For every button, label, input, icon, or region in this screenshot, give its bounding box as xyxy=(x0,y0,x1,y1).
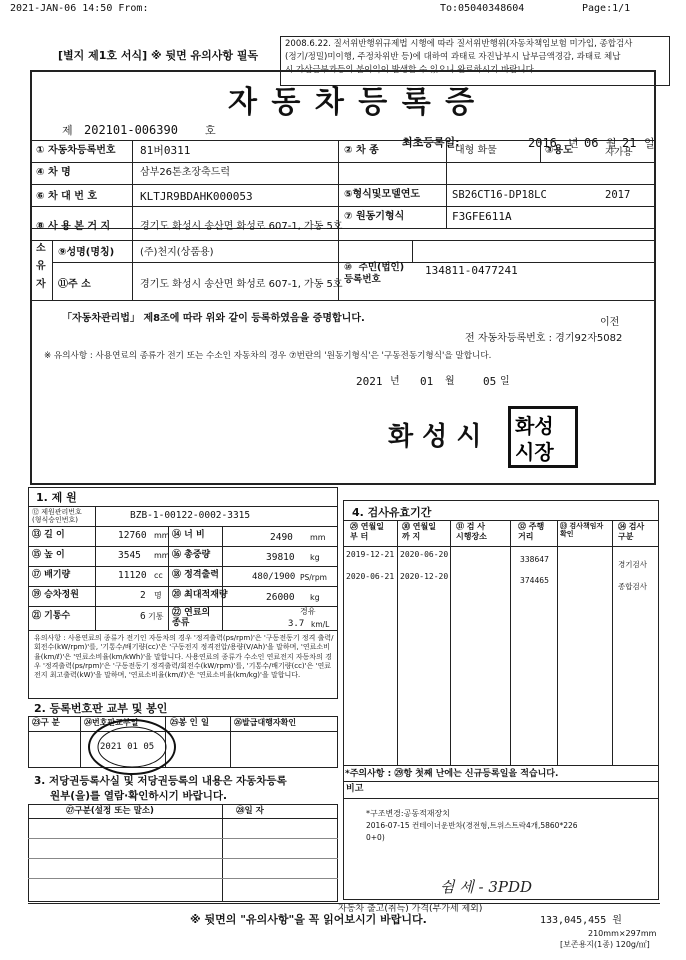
spec-22-efficiency: 3.7 xyxy=(288,619,305,629)
inspection-row-1-kind: 경기검사 xyxy=(618,560,647,569)
field-4-label: ④ 차 명 xyxy=(36,167,71,178)
field-4-value: 삼부26톤초장축드럭 xyxy=(140,167,231,178)
cert-date-month-unit: 월 xyxy=(445,376,455,387)
field-9-label: ⑨성명(명칭) xyxy=(58,247,115,258)
reg-no-label: 제 xyxy=(62,124,73,137)
official-seal xyxy=(508,406,578,468)
inspection-header-3: ㉛ 검 사 시행장소 xyxy=(456,522,487,541)
field-9-value: (주)천지(상품용) xyxy=(140,247,214,258)
spec-14-value: 2490 xyxy=(270,532,293,543)
owner-char-1: 소 xyxy=(36,243,46,254)
top-notice-line-3: 시 가산금부과등의 불이익이 발생할 수 있으니 완료하시기 바랍니다. xyxy=(285,65,537,75)
inspection-header-6: ㉞ 검사 구분 xyxy=(618,522,645,541)
field-8-value: 경기도 화성시 송산면 화성로 607-1, 가동 5호 xyxy=(140,221,343,232)
spec-18-value: 480/1900 xyxy=(252,572,296,582)
spec-12-value: BZB-1-00122-0002-3315 xyxy=(130,510,251,521)
document-title: 자 동 차 등 록 증 xyxy=(228,85,477,120)
field-6-label: ⑥ 차 대 번 호 xyxy=(36,191,98,202)
footer-size: 210mm×297mm xyxy=(588,929,657,938)
spec-22-value: 경유 xyxy=(300,607,316,616)
plate-date: 2021 01 05 xyxy=(100,742,155,752)
field-5-value: SB26CT16-DP18LC xyxy=(452,189,547,201)
plate-heading: 2. 등록번호판 교부 및 봉인 xyxy=(34,702,168,715)
spec-20-unit: kg xyxy=(310,593,320,602)
inspection-remark-2: 2016-07-15 컨테이너운반차(경전형,트위스트락4개,5860*226 xyxy=(366,821,578,830)
plate-col-1: ㉓구 분 xyxy=(32,718,60,728)
field-1-label: ① 자동차등록번호 xyxy=(36,145,116,156)
spec-21-unit: 기통 xyxy=(148,612,164,621)
first-reg-day: 21 xyxy=(622,136,637,150)
spec-notice: 유의사항 : 사용연료의 종류가 전기인 자동차의 경우 '정격출력(ps/rpm)'은 '구동전동기 정격 출력/회전수(kW/rpm)'를, '기통수/배기량(cc)'은 '구동전지 정격전압/용량(V/Ah)'을 말하며, '연료소비율(km/ℓ)'은 '연료소비율(km/kWh)'을 말합니다. 사용연료의 종류가 수소인 연료전지 자동차의 경우 '정격출력(ps/rpm)'은 '구동전동기 정격출력/회전수(kW/rpm)'를, '기통수/배기량(cc)'은 '연료전지 최고출력(kW)'을 말하며, '연료소비율(km/ℓ)'은 '연료소비율(km/kg)'을 말합니다. xyxy=(34,634,334,680)
cert-statement: 「자동차관리법」 제8조에 따라 위와 같이 등록하였음을 증명합니다. xyxy=(62,313,365,324)
field-5-year: 2017 xyxy=(605,189,631,201)
first-reg-year: 2016 xyxy=(528,136,557,150)
mortgage-col-1: ㉗구분(설정 또는 말소) xyxy=(66,806,154,816)
footer-handwriting: 쉼 세 - 3PDD xyxy=(440,878,533,896)
cert-date-month: 01 xyxy=(420,375,434,388)
owner-char-2: 유 xyxy=(36,261,46,272)
spec-12-label: ⑫ 제원관리번호 (형식승인번호) xyxy=(32,508,82,525)
inspection-row-2-from: 2020-06-21 xyxy=(346,572,395,581)
form-number: [별지 제1호 서식] ※ 뒷면 유의사항 필독 xyxy=(58,49,259,62)
cert-date-day-unit: 일 xyxy=(500,376,510,387)
spec-16-value: 39810 xyxy=(266,552,295,563)
spec-19-value: 2 xyxy=(140,590,146,601)
footer-paper: [보존용지(1종) 120g/㎡] xyxy=(560,940,650,949)
footer-issue: 자동차 출고(취득) 가격(부가세 제외) xyxy=(338,904,483,914)
spec-22-label: ㉒ 연료의 종류 xyxy=(172,608,211,629)
spec-14-unit: mm xyxy=(310,533,326,542)
field-3-label: ③용도 xyxy=(545,145,573,156)
top-notice-line-1: 2008.6.22. 질서위반행위규제법 시행에 따라 질서위반행위(자동차책임보험 미가입, 종합검사 xyxy=(285,39,633,49)
spec-14-label: ⑭ 너 비 xyxy=(172,530,205,540)
spec-13-label: ⑬ 길 이 xyxy=(32,530,65,540)
cert-date-year: 2021 xyxy=(356,375,383,388)
spec-15-label: ⑮ 높 이 xyxy=(32,550,65,560)
spec-13-unit: mm xyxy=(154,531,170,540)
mortgage-col-2: ㉘일 자 xyxy=(236,806,264,816)
field-10-label: ⑩ 주민(법인) 등록번호 xyxy=(344,262,405,286)
round-stamp-icon xyxy=(86,718,178,776)
inspection-heading: 4. 검사유효기간 xyxy=(352,506,432,519)
cert-prev-no: 전 자동차등록번호 : 경기92자5082 xyxy=(465,333,623,344)
spec-22-efficiency-unit: km/L xyxy=(311,620,330,629)
spec-17-value: 11120 xyxy=(118,570,147,581)
spec-21-label: ㉑ 기통수 xyxy=(32,611,71,621)
inspection-row-2-kind: 종합검사 xyxy=(618,582,647,591)
inspection-row-1-from: 2019-12-21 xyxy=(346,550,395,559)
top-notice-line-2: (정기/정밀)미이행, 주정차위반 등)에 대하여 과태료 자진납부시 납부금액경감, 과태료 체납 xyxy=(285,52,621,62)
spec-16-unit: kg xyxy=(310,553,320,562)
spec-heading: 1. 제 원 xyxy=(36,491,77,504)
inspection-row-1-km: 338647 xyxy=(520,555,549,564)
inspection-header-2: ㉚ 연월일 까 지 xyxy=(402,522,436,541)
fax-page: Page:1/1 xyxy=(582,3,631,14)
cert-transfer: 이전 xyxy=(600,317,620,328)
inspection-header-1: ㉙ 연월일 부 터 xyxy=(350,522,384,541)
inspection-header-5: ㉝ 검사책임자 확인 xyxy=(560,522,604,539)
plate-col-2: ㉔번호판교부일 xyxy=(84,718,139,727)
plate-col-4: ㉖발급대행자확인 xyxy=(234,718,297,727)
svg-text:화성: 화성 xyxy=(515,414,554,438)
field-2-value: 대형 화물 xyxy=(455,145,497,156)
plate-col-3: ㉕봉 인 일 xyxy=(170,718,210,728)
spec-17-label: ⑰ 배기량 xyxy=(32,570,71,580)
field-11-label: ⑪주 소 xyxy=(58,279,91,290)
cert-notice: ※ 유의사항 : 사용연료의 종류가 전기 또는 수소인 자동차의 경우 ⑦번란의 '원동기형식'은 '구동전동기형식'을 말합니다. xyxy=(44,351,492,361)
field-11-value: 경기도 화성시 송산면 화성로 607-1, 가동 5호 xyxy=(140,279,343,290)
cert-date-year-unit: 년 xyxy=(390,376,400,387)
field-3-value: 자가용 xyxy=(605,147,633,158)
field-7-value: F3GFE611A xyxy=(452,210,512,223)
spec-15-unit: mm xyxy=(154,551,170,560)
fax-to: To:05040348604 xyxy=(440,3,525,14)
inspection-row-2-km: 374465 xyxy=(520,576,549,585)
inspection-row-1-to: 2020-06-20 xyxy=(400,550,449,559)
field-2-label: ② 차 종 xyxy=(344,145,379,156)
field-1-value: 81버0311 xyxy=(140,144,191,157)
fax-date: 2021-JAN-06 14:50 From: xyxy=(10,3,149,14)
inspection-remarks-label: 비고 xyxy=(346,784,364,794)
footer-notice: ※ 뒷면의 "유의사항"을 꼭 읽어보시기 바랍니다. xyxy=(190,913,427,926)
reg-no-value: 202101-006390 xyxy=(84,123,178,137)
inspection-footnote: *주의사항 : ㉙항 첫째 난에는 신규등록일을 적습니다. xyxy=(345,769,559,779)
spec-18-label: ⑱ 정격출력 xyxy=(172,570,219,580)
spec-16-label: ⑯ 총중량 xyxy=(172,550,211,560)
field-8-label: ⑧ 사 용 본 거 지 xyxy=(36,221,111,232)
spec-17-unit: cc xyxy=(154,571,163,580)
inspection-row-2-to: 2020-12-20 xyxy=(400,572,449,581)
first-reg-month-unit: 월 xyxy=(606,137,617,150)
footer-price: 133,045,455 원 xyxy=(540,915,622,926)
mortgage-heading-1: 3. 저당권등록사실 및 저당권등록의 내용은 자동차등록 xyxy=(34,775,287,787)
reg-no-suffix: 호 xyxy=(205,124,216,137)
spec-19-unit: 명 xyxy=(154,591,162,600)
first-reg-day-unit: 일 xyxy=(644,137,655,150)
issuer-name: 화 성 시 xyxy=(388,422,482,452)
cert-date-day: 05 xyxy=(483,375,497,388)
first-reg-year-unit: 년 xyxy=(568,137,579,150)
field-5-label: ⑤형식및모델연도 xyxy=(344,189,421,200)
seal-glyphs xyxy=(511,409,575,465)
spec-20-label: ⑳ 최대적재량 xyxy=(172,590,228,600)
first-reg-month: 06 xyxy=(584,136,599,150)
inspection-remark-1: *구조변경:공동적재장치 xyxy=(366,809,450,818)
inspection-header-4: ㉜ 주행 거리 xyxy=(518,522,545,541)
svg-text:시장: 시장 xyxy=(515,440,554,464)
field-10-value: 134811-0477241 xyxy=(425,264,518,277)
spec-19-label: ⑲ 승차정원 xyxy=(32,590,79,600)
spec-20-value: 26000 xyxy=(266,592,295,603)
spec-21-value: 6 xyxy=(140,611,146,622)
inspection-remark-3: 0+0) xyxy=(366,833,385,842)
first-reg-label: 최초등록일: xyxy=(402,136,460,149)
owner-char-3: 자 xyxy=(36,279,46,290)
spec-13-value: 12760 xyxy=(118,530,147,541)
field-7-label: ⑦ 원동기형식 xyxy=(344,211,405,222)
field-6-value: KLTJR9BDAHK000053 xyxy=(140,190,253,203)
spec-15-value: 3545 xyxy=(118,550,141,561)
mortgage-heading-2: 원부(을)를 열람·확인하시기 바랍니다. xyxy=(50,790,228,802)
spec-18-unit: PS/rpm xyxy=(300,573,327,582)
